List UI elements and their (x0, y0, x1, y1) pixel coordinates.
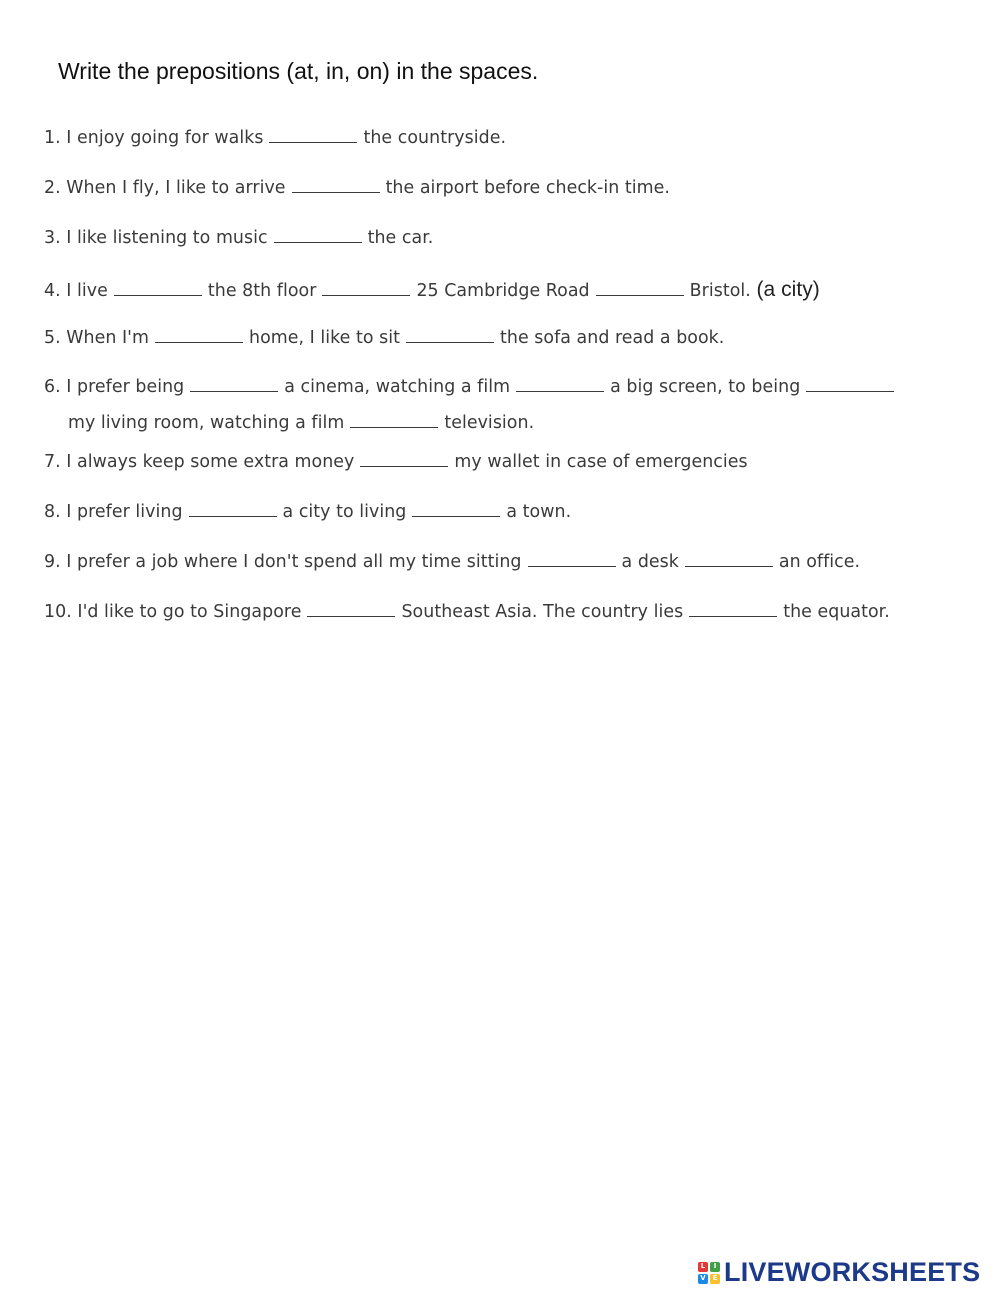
answer-blank[interactable] (689, 615, 777, 617)
answer-blank[interactable] (322, 294, 410, 296)
item-text: 25 Cambridge Road (416, 281, 590, 301)
logo-letter: L (698, 1262, 708, 1272)
item-text: my living room, watching a film (68, 413, 345, 433)
answer-blank[interactable] (269, 141, 357, 143)
exercise-item-4 (44, 279, 820, 300)
instruction-heading: Write the prepositions (at, in, on) in the spaces. (58, 58, 539, 84)
logo-mark-icon (698, 1262, 720, 1284)
exercise-item-1 (44, 130, 506, 147)
item-text: 7. I always keep some extra money (44, 452, 355, 472)
item-text: the 8th floor (207, 281, 317, 301)
item-text: 6. I prefer being (44, 377, 185, 397)
exercise-item-6-continued (68, 415, 534, 432)
item-text: my wallet in case of emergencies (454, 452, 748, 472)
item-text: 2. When I fly, I like to arrive (44, 178, 286, 198)
exercise-item-10 (44, 604, 890, 621)
item-text: 4. I live (44, 281, 108, 301)
item-text: 3. I like listening to music (44, 228, 268, 248)
exercise-item-3 (44, 230, 433, 247)
item-text: a big screen, to being (610, 377, 801, 397)
item-text: the car. (367, 228, 434, 248)
item-text: 1. I enjoy going for walks (44, 128, 264, 148)
answer-blank[interactable] (360, 465, 448, 467)
answer-blank[interactable] (406, 341, 494, 343)
item-text: Southeast Asia. The country lies (401, 602, 684, 622)
item-text: 10. I'd like to go to Singapore (44, 602, 302, 622)
answer-blank[interactable] (274, 241, 362, 243)
exercise-item-8 (44, 504, 571, 521)
item-text: the equator. (783, 602, 890, 622)
item-text: a cinema, watching a film (284, 377, 511, 397)
item-text: a town. (506, 502, 572, 522)
answer-blank[interactable] (190, 390, 278, 392)
answer-blank[interactable] (307, 615, 395, 617)
city-note: (a city) (756, 278, 820, 301)
answer-blank[interactable] (596, 294, 684, 296)
item-text: a desk (621, 552, 679, 572)
item-text: 9. I prefer a job where I don't spend all my time sitting (44, 552, 522, 572)
item-text: an office. (778, 552, 861, 572)
logo-text: LIVEWORKSHEETS (724, 1257, 981, 1287)
logo-letter: I (710, 1262, 720, 1272)
exercise-item-7 (44, 454, 748, 471)
logo-letter: V (698, 1274, 708, 1284)
item-text: the countryside. (363, 128, 507, 148)
liveworksheets-logo (698, 1257, 980, 1288)
answer-blank[interactable] (685, 565, 773, 567)
exercise-item-5 (44, 330, 724, 347)
logo-letter: E (710, 1274, 720, 1284)
answer-blank[interactable] (292, 191, 380, 193)
item-text: the sofa and read a book. (500, 328, 725, 348)
answer-blank[interactable] (189, 515, 277, 517)
item-text: a city to living (282, 502, 407, 522)
answer-blank[interactable] (155, 341, 243, 343)
item-text: 8. I prefer living (44, 502, 183, 522)
answer-blank[interactable] (516, 390, 604, 392)
exercise-item-6 (44, 379, 900, 396)
answer-blank[interactable] (114, 294, 202, 296)
item-text: 5. When I'm (44, 328, 149, 348)
item-text: the airport before check-in time. (385, 178, 670, 198)
answer-blank[interactable] (806, 390, 894, 392)
answer-blank[interactable] (412, 515, 500, 517)
item-text: Bristol. (689, 281, 751, 301)
item-text: home, I like to sit (249, 328, 401, 348)
exercise-item-2 (44, 180, 670, 197)
answer-blank[interactable] (528, 565, 616, 567)
exercise-item-9 (44, 554, 860, 571)
item-text: television. (444, 413, 535, 433)
answer-blank[interactable] (350, 426, 438, 428)
